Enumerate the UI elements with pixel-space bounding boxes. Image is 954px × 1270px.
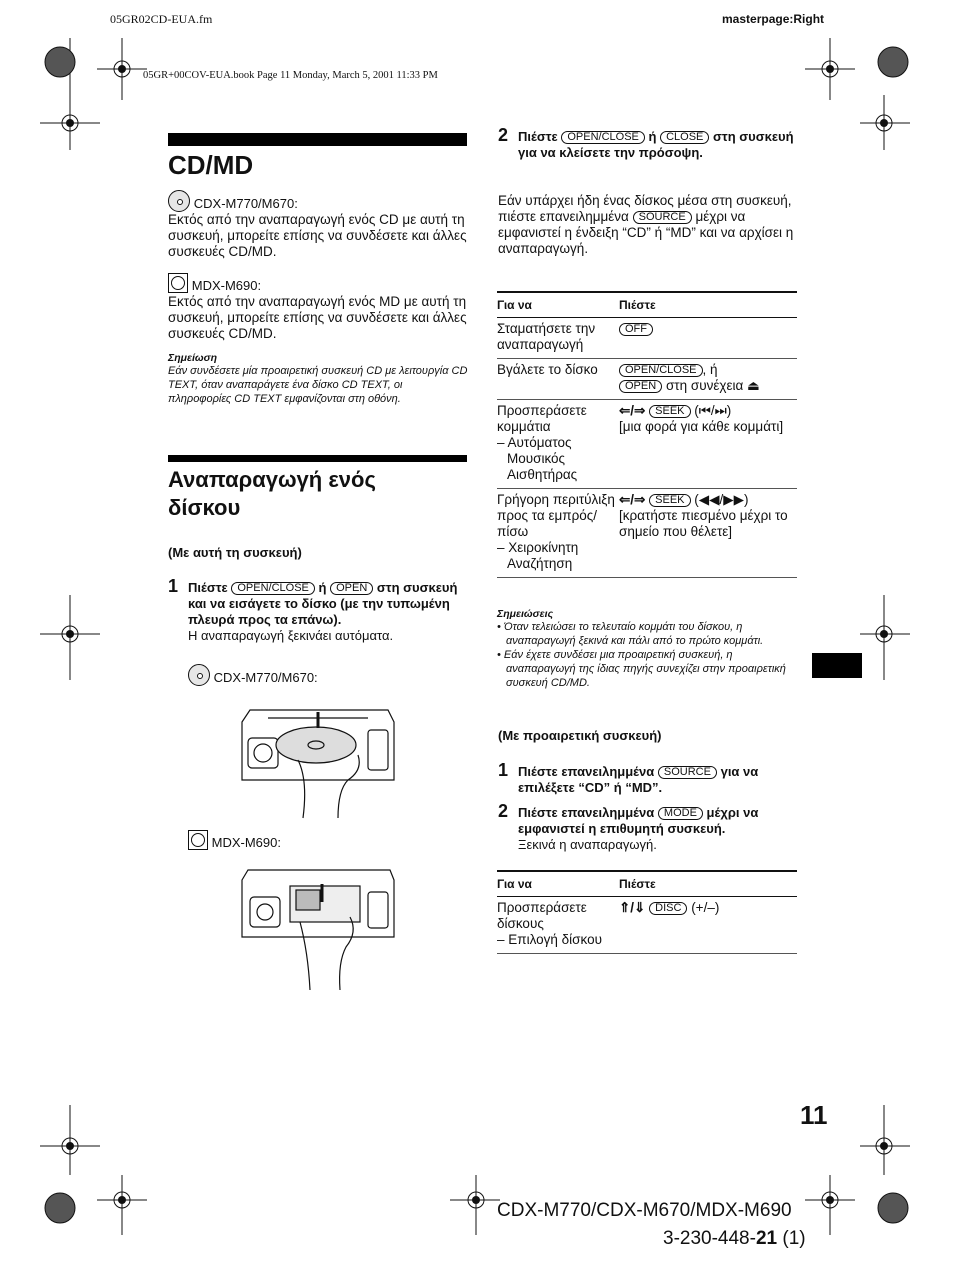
fig2-caption [188, 830, 281, 851]
track-skip-icon: (⏮/⏭) [694, 403, 732, 418]
row-action-a: Προσπεράσετε κομμάτια [497, 403, 587, 434]
seek-key-2: SEEK [649, 494, 690, 507]
arrows-icon: ⇐/⇒ [619, 403, 646, 418]
optional-heading: (Με προαιρετική συσκευή) [498, 728, 662, 743]
notes-title: Σημειώσεις [497, 608, 554, 620]
row-press [619, 897, 797, 954]
operations-table [497, 291, 797, 578]
opt-step2-pre: Πιέστε επανειλημμένα [518, 805, 655, 820]
col-header-action: Για να [497, 877, 532, 891]
md-intro [168, 273, 468, 342]
md-insert-illustration [238, 862, 398, 992]
section-bar-2 [168, 455, 467, 462]
row-action-b: – Χειροκίνητη Αναζήτηση [497, 540, 579, 571]
open-key-2: OPEN [619, 380, 662, 393]
fig1-caption [188, 664, 318, 686]
opt-step2-result: Ξεκινά η αναπαραγωγή. [518, 837, 657, 852]
play-title [168, 466, 467, 522]
note-item-2: • Εάν έχετε συνδέσει μια προαιρετική συσκευή, η αναπαραγωγή της ίδιας πηγής συνεχίζει στην προαιρετική συσκευή CD/MD. [497, 649, 786, 689]
row-action-b: – Αυτόματος Μουσικός Αισθητήρας [497, 435, 578, 482]
arrows-icon: ⇐/⇒ [619, 492, 646, 507]
md-disc-icon [168, 273, 188, 293]
row-mid: , ή [702, 362, 718, 377]
step2-post: στη συσκευή για να κλείσετε την πρόσοψη. [518, 129, 794, 160]
table-header-row [497, 292, 797, 318]
step1-number: 1 [168, 576, 179, 596]
step1-post: στη συσκευή και να εισάγετε το δίσκο (με την τυπωμένη πλευρά προς τα επάνω). [188, 580, 458, 627]
play-title-line-2: δίσκου [168, 495, 241, 520]
cd-intro [168, 190, 468, 260]
code-pre: 3-230-448- [663, 1228, 756, 1249]
disc-key: DISC [649, 902, 687, 915]
with-unit-heading: (Με αυτή τη συσκευή) [168, 545, 302, 560]
open-close-key: OPEN/CLOSE [231, 582, 315, 595]
row-action-a: Γρήγορη περιτύλιξη προς τα εμπρός/πίσω [497, 492, 615, 539]
code-bold: 21 [755, 1228, 778, 1249]
source-key-2: SOURCE [658, 766, 717, 779]
row-post: στη συνέχεια ⏏ [665, 378, 760, 393]
row-action-b: – Επιλογή δίσκου [497, 932, 602, 947]
play-title-line-1: Αναπαραγωγή ενός [168, 467, 376, 492]
step2-pre: Πιέστε [518, 129, 558, 144]
opt-step2-post: μέχρι να εμφανιστεί η επιθυμητή συσκευή. [518, 805, 759, 836]
step2-number: 2 [498, 125, 509, 145]
para-pre: Εάν υπάρχει ήδη ένας δίσκος μέσα στη συσκευή, πιέστε επανειλημμένα [498, 193, 792, 224]
row-action-a: Προσπεράσετε δίσκους [497, 900, 587, 931]
cd-disc-icon-2 [188, 664, 210, 686]
footer-models: CDX-M770/CDX-M670/MDX-M690 [497, 1200, 792, 1221]
col-header-press: Πιέστε [619, 298, 656, 312]
file-name: 05GR02CD-EUA.fm [110, 12, 213, 26]
model-md-label: MDX-M690: [191, 278, 262, 293]
cd-text: Εκτός από την αναπαραγωγή ενός CD με αυτή τη συσκευή, μπορείτε επίσης να συνδέσετε και άλλες συσκευές CD/MD. [168, 212, 467, 259]
note-block [168, 352, 468, 406]
step1-text [188, 580, 468, 644]
table-row [497, 400, 797, 489]
step1-pre: Πιέστε [188, 580, 228, 595]
code-post: (1) [777, 1228, 806, 1249]
section-bar [168, 133, 467, 146]
row-action: Σταματήσετε την αναπαραγωγή [497, 321, 596, 352]
note-2-text: Εάν έχετε συνδέσει μια προαιρετική συσκευή, η αναπαραγωγή της ίδιας πηγής συνεχίζει στην προαιρετική συσκευή CD/MD. [503, 649, 786, 689]
disc-table [497, 870, 797, 954]
note-title: Σημείωση [168, 352, 218, 364]
table-row [497, 359, 797, 400]
page-number: 11 [800, 1100, 828, 1130]
md-text: Εκτός από την αναπαραγωγή ενός MD με αυτή τη συσκευή, μπορείτε επίσης να συνδέσετε και άλλες συσκευές CD/MD. [168, 294, 467, 341]
md-disc-icon-2 [188, 830, 208, 850]
masterpage-label: masterpage:Right [722, 12, 825, 26]
opt-step2-text [518, 805, 798, 853]
step1-result: Η αναπαραγωγή ξεκινάει αυτόματα. [188, 628, 394, 643]
col-header-press: Πιέστε [619, 877, 656, 891]
row-action [497, 400, 619, 489]
opt-step1-pre: Πιέστε επανειλημμένα [518, 764, 655, 779]
up-down-arrows-icon: ⇑/⇓ [619, 900, 646, 915]
thumb-tab [812, 653, 862, 678]
para-post: μέχρι να εμφανιστεί η ένδειξη “CD” ή “MD” και να αρχίσει η αναπαραγωγή. [498, 209, 794, 256]
note-1-text: Όταν τελειώσει το τελευταίο κομμάτι του δίσκου, η αναπαραγωγή ξεκινά και πάλι από το πρώτο κομμάτι. [503, 621, 764, 647]
cd-disc-icon [168, 190, 190, 212]
opt-step1-text [518, 764, 798, 796]
fig2-label: MDX-M690: [211, 835, 281, 850]
book-info-line: 05GR+00COV-EUA.book Page 11 Monday, March 5, 2001 11:33 PM [143, 70, 438, 81]
table-row [497, 489, 797, 578]
source-paragraph [498, 193, 798, 257]
row-press [619, 318, 797, 359]
source-key: SOURCE [633, 211, 692, 224]
row-note: [μια φορά για κάθε κομμάτι] [619, 419, 784, 434]
step2-mid: ή [648, 129, 657, 144]
step1-mid: ή [318, 580, 327, 595]
model-cd-label: CDX-M770/M670: [193, 196, 298, 211]
table-header-row [497, 871, 797, 897]
open-close-key-2: OPEN/CLOSE [561, 131, 645, 144]
cd-insert-illustration [238, 700, 398, 820]
row-note: [κρατήστε πιεσμένο μέχρι το σημείο που θέλετε] [619, 508, 788, 539]
note-text: Εάν συνδέσετε μία προαιρετική συσκευή CD με λειτουργία CD TEXT, όταν αναπαράγετε ένα δίσκο CD TEXT, οι πληροφορίες CD TEXT εμφανίζονται στη οθόνη. [168, 365, 468, 405]
row-action [497, 897, 619, 954]
notes-block [497, 608, 797, 690]
note-item-1: • Όταν τελειώσει το τελευταίο κομμάτι του δίσκου, η αναπαραγωγή ξεκινά και πάλι από το πρώτο κομμάτι. [497, 621, 764, 647]
seek-key: SEEK [649, 405, 690, 418]
step2-text [518, 129, 798, 161]
opt-step1-post: για να επιλέξετε “CD” ή “MD”. [518, 764, 759, 795]
open-close-key-3: OPEN/CLOSE [619, 364, 703, 377]
row-action: Βγάλετε το δίσκο [497, 362, 598, 377]
fast-wind-icon: (◀◀/▶▶) [694, 492, 749, 507]
section-title: CD/MD [168, 150, 254, 180]
opt-step2-number: 2 [498, 801, 509, 821]
row-press [619, 400, 797, 489]
table-row [497, 897, 797, 954]
close-key: CLOSE [660, 131, 709, 144]
opt-step1-number: 1 [498, 760, 509, 780]
row-press [619, 489, 797, 578]
mode-key: MODE [658, 807, 703, 820]
footer-code [663, 1228, 806, 1250]
col-header-action: Για να [497, 298, 532, 312]
off-key: OFF [619, 323, 653, 336]
row-post: (+/–) [691, 900, 720, 915]
row-action [497, 489, 619, 578]
table-row [497, 318, 797, 359]
fig1-label: CDX-M770/M670: [213, 670, 318, 685]
open-key: OPEN [330, 582, 373, 595]
row-press [619, 359, 797, 400]
